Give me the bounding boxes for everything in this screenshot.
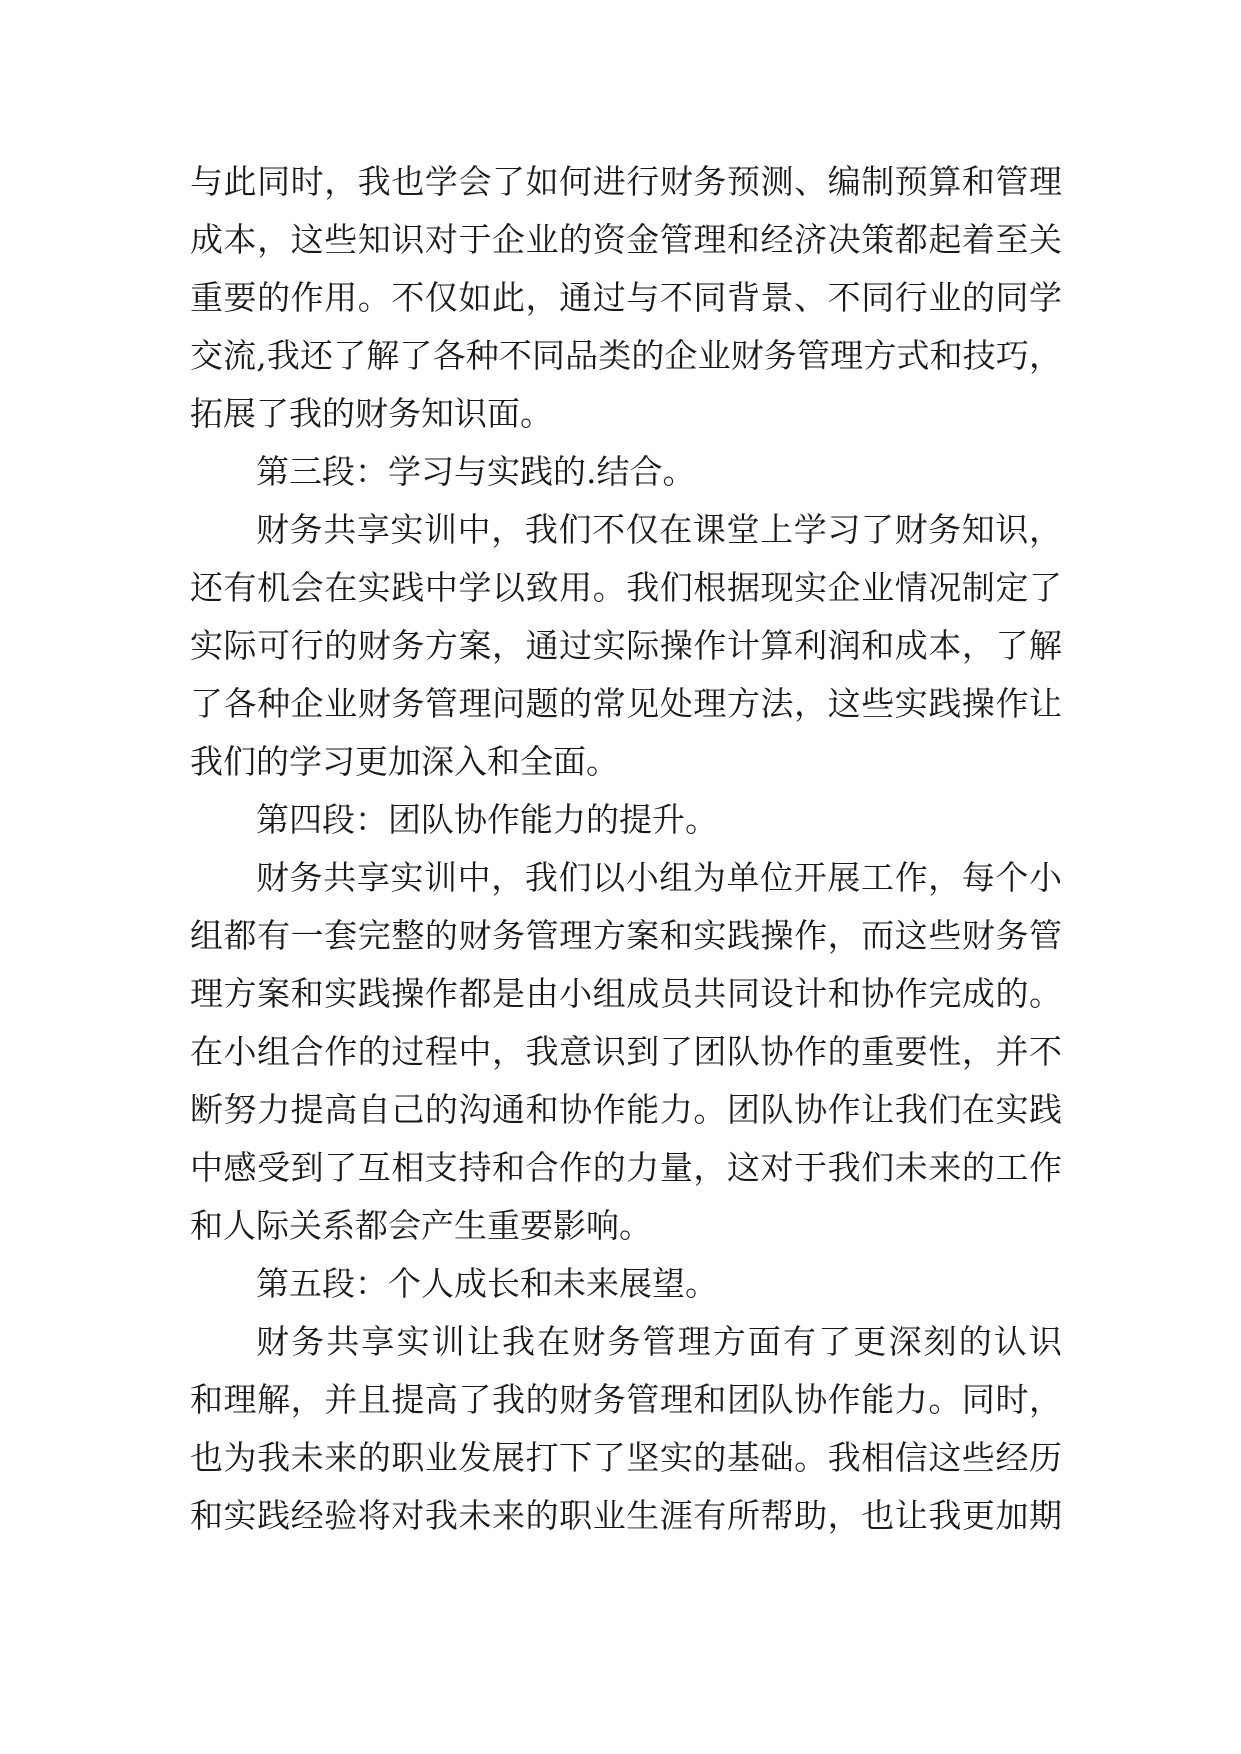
paragraph-line: 中感受到了互相支持和合作的力量，这对于我们未来的工作 bbox=[190, 1148, 1062, 1187]
paragraph-line: 组都有一套完整的财务管理方案和实践操作，而这些财务管 bbox=[190, 916, 1062, 955]
paragraph-line: 财务共享实训让我在财务管理方面有了更深刻的认识 bbox=[256, 1322, 1062, 1361]
paragraph-line: 拓展了我的财务知识面。 bbox=[190, 394, 553, 433]
paragraph-line: 财务共享实训中，我们不仅在课堂上学习了财务知识， bbox=[256, 510, 1062, 549]
paragraph-line: 和实践经验将对我未来的职业生涯有所帮助，也让我更加期 bbox=[190, 1496, 1062, 1535]
section-heading: 第五段：个人成长和未来展望。 bbox=[256, 1264, 718, 1303]
paragraph-line: 成本，这些知识对于企业的资金管理和经济决策都起着至关 bbox=[190, 220, 1062, 259]
paragraph-line: 我们的学习更加深入和全面。 bbox=[190, 742, 619, 781]
paragraph-line: 理方案和实践操作都是由小组成员共同设计和协作完成的。 bbox=[190, 974, 1062, 1013]
paragraph-line: 交流,我还了解了各种不同品类的企业财务管理方式和技巧， bbox=[190, 336, 1062, 375]
paragraph-line: 重要的作用。不仅如此，通过与不同背景、不同行业的同学 bbox=[190, 278, 1062, 317]
paragraph-line: 和人际关系都会产生重要影响。 bbox=[190, 1206, 652, 1245]
paragraph-line: 和理解，并且提高了我的财务管理和团队协作能力。同时， bbox=[190, 1380, 1062, 1419]
paragraph-line: 也为我未来的职业发展打下了坚实的基础。我相信这些经历 bbox=[190, 1438, 1062, 1477]
paragraph-line: 了各种企业财务管理问题的常见处理方法，这些实践操作让 bbox=[190, 684, 1062, 723]
paragraph-line: 断努力提高自己的沟通和协作能力。团队协作让我们在实践 bbox=[190, 1090, 1062, 1129]
paragraph-line: 在小组合作的过程中，我意识到了团队协作的重要性，并不 bbox=[190, 1032, 1062, 1071]
paragraph-line: 与此同时，我也学会了如何进行财务预测、编制预算和管理 bbox=[190, 162, 1062, 201]
paragraph-line: 财务共享实训中，我们以小组为单位开展工作，每个小 bbox=[256, 858, 1062, 897]
section-heading: 第三段：学习与实践的.结合。 bbox=[256, 452, 696, 491]
paragraph-line: 实际可行的财务方案，通过实际操作计算利润和成本，了解 bbox=[190, 626, 1062, 665]
paragraph-line: 还有机会在实践中学以致用。我们根据现实企业情况制定了 bbox=[190, 568, 1062, 607]
section-heading: 第四段：团队协作能力的提升。 bbox=[256, 800, 718, 839]
